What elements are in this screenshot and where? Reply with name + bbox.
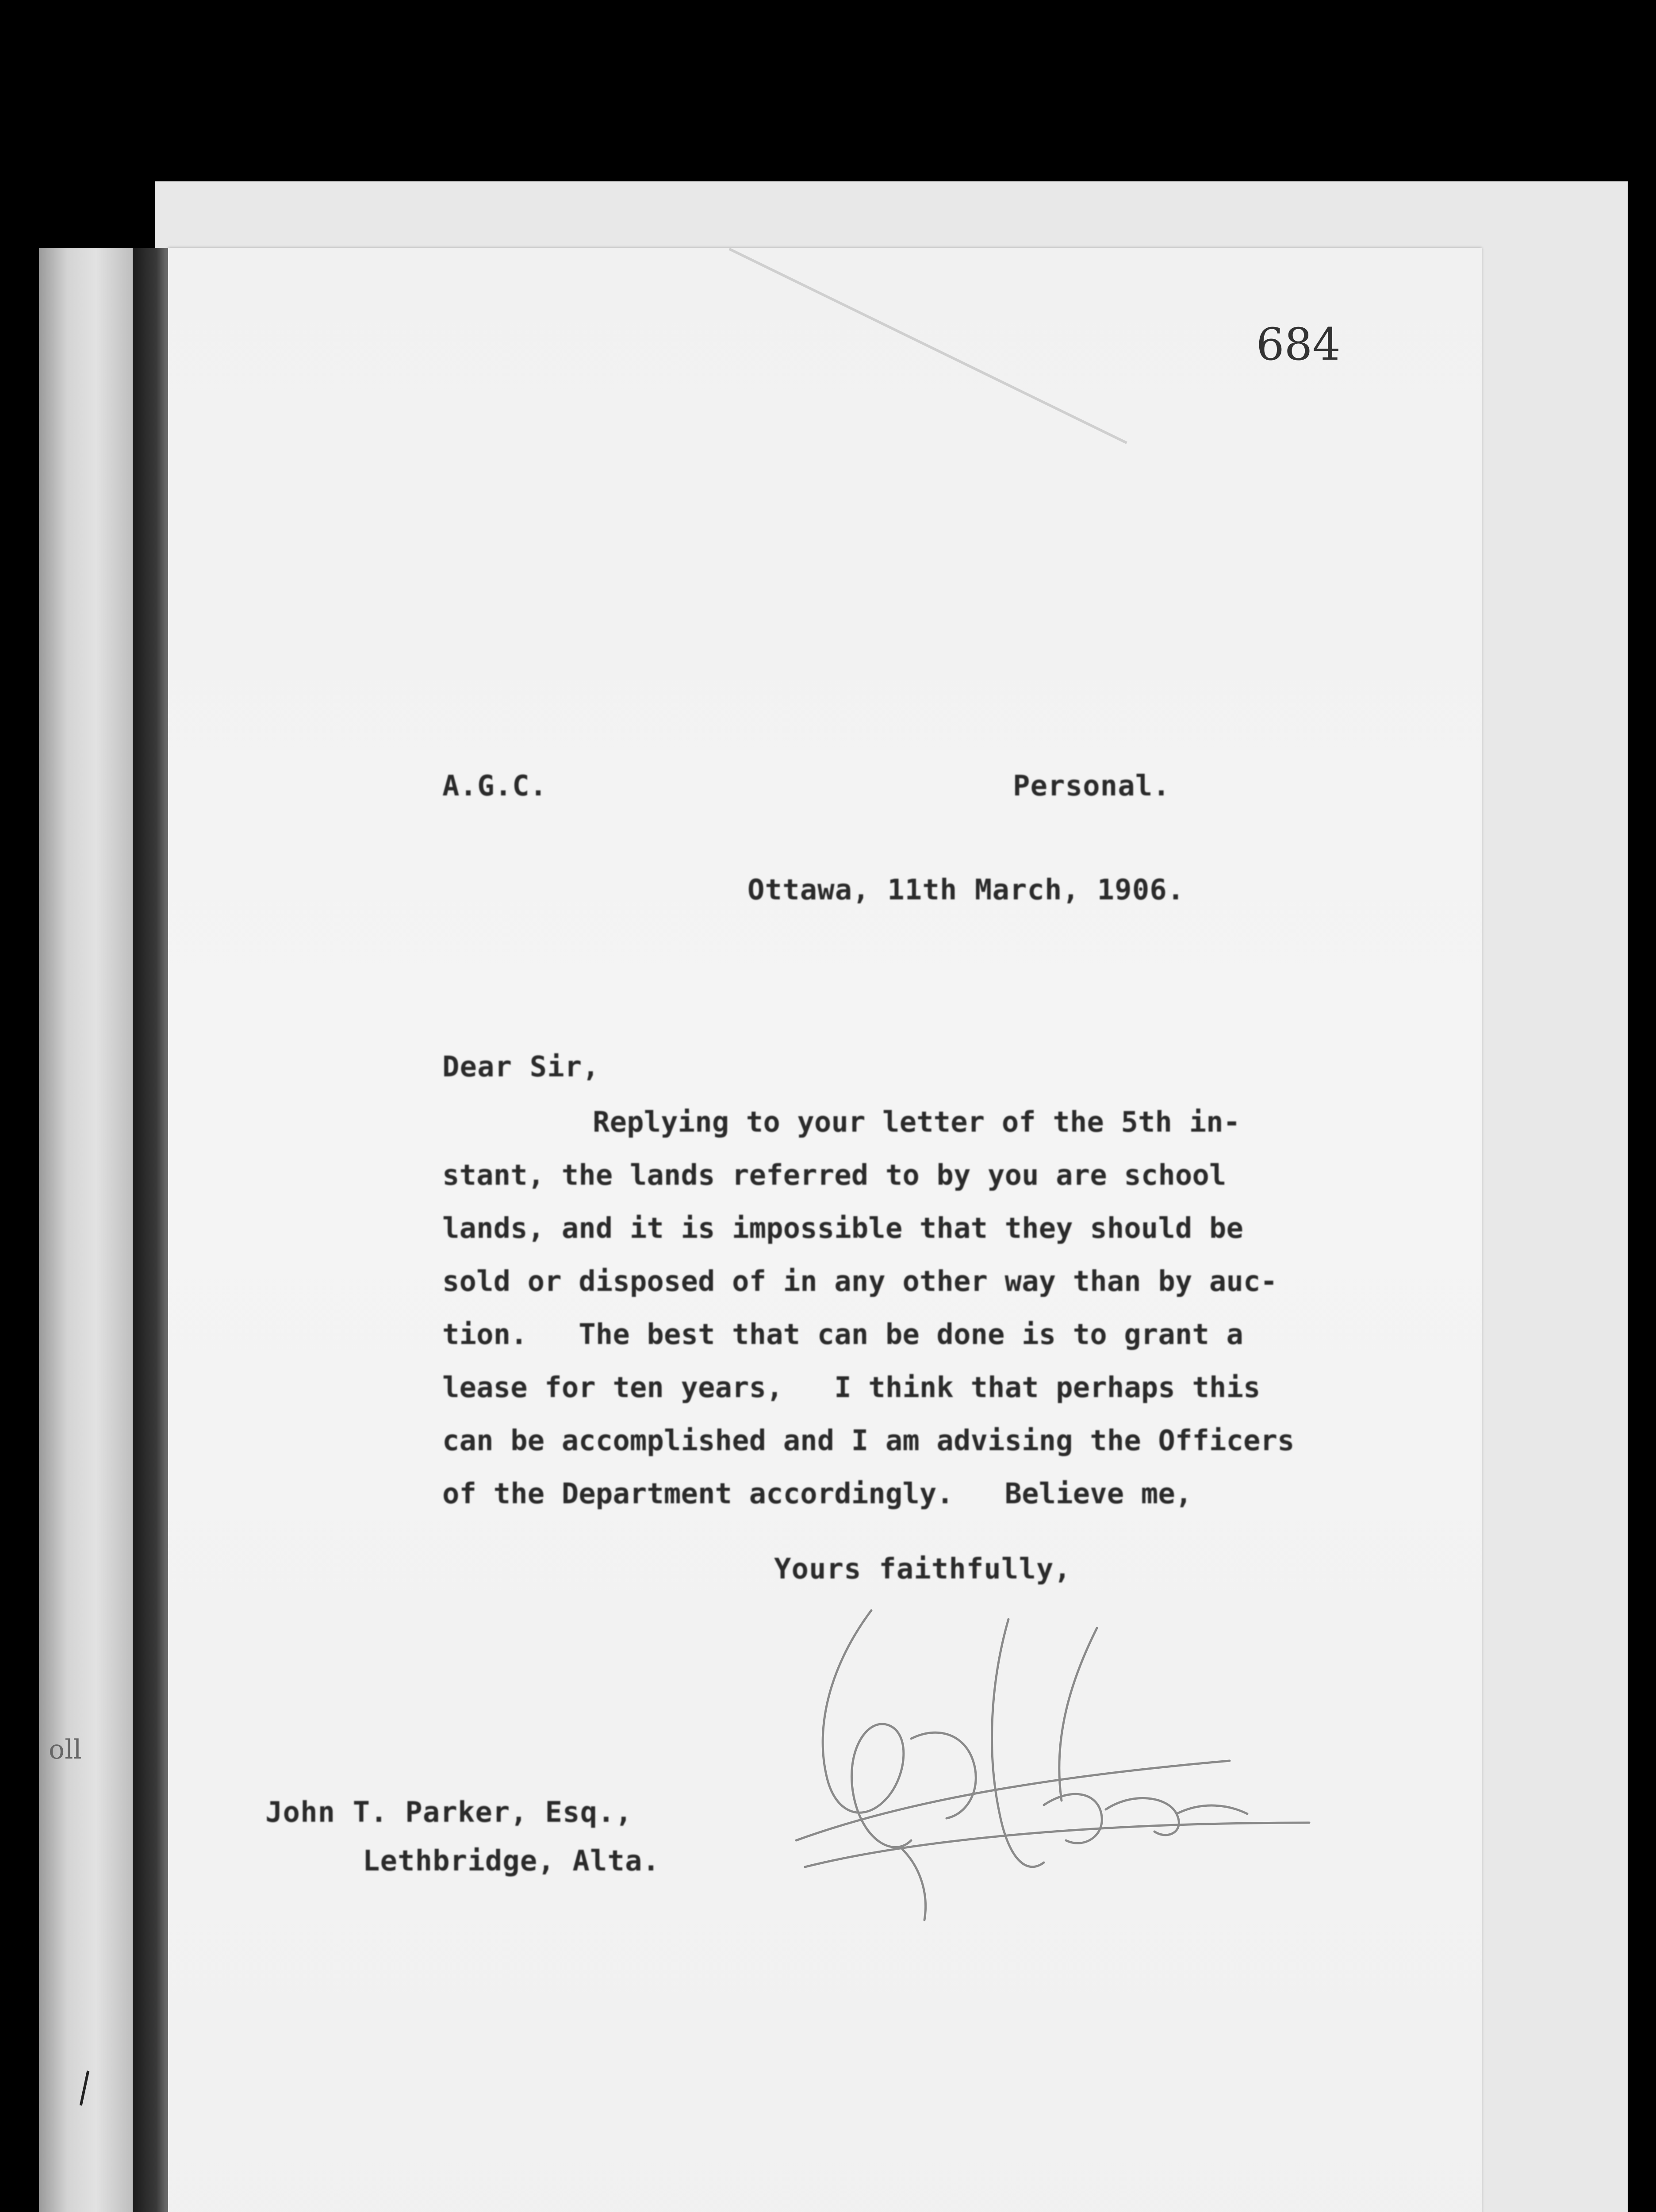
reference-initials: A.G.C. — [442, 770, 548, 803]
addressee-name: John T. Parker, Esq., — [265, 1796, 633, 1829]
handwritten-signature — [778, 1593, 1327, 1929]
folio-number: 684 — [1256, 319, 1341, 370]
body-line: Replying to your letter of the 5th in- — [593, 1106, 1241, 1139]
body-line: lease for ten years, I think that perhaps this — [442, 1371, 1261, 1404]
body-line: can be accomplished and I am advising the Officers — [442, 1425, 1295, 1457]
closing: Yours faithfully, — [774, 1553, 1072, 1586]
backing-sheet-strip — [39, 248, 134, 2212]
body-line: tion. The best that can be done is to grant a — [442, 1318, 1243, 1351]
body-line: lands, and it is impossible that they should be — [442, 1212, 1243, 1245]
mount-board-edge — [133, 248, 172, 2212]
addressee-location: Lethbridge, Alta. — [363, 1845, 660, 1878]
backing-sheet-mark: oll — [49, 1734, 82, 1765]
body-line: of the Department accordingly. Believe me, — [442, 1478, 1192, 1510]
personal-marking: Personal. — [1013, 770, 1170, 803]
body-line: sold or disposed of in any other way than by auc- — [442, 1265, 1278, 1298]
place-and-date: Ottawa, 11th March, 1906. — [748, 874, 1185, 906]
salutation: Dear Sir, — [442, 1051, 600, 1083]
body-line: stant, the lands referred to by you are school — [442, 1159, 1227, 1192]
